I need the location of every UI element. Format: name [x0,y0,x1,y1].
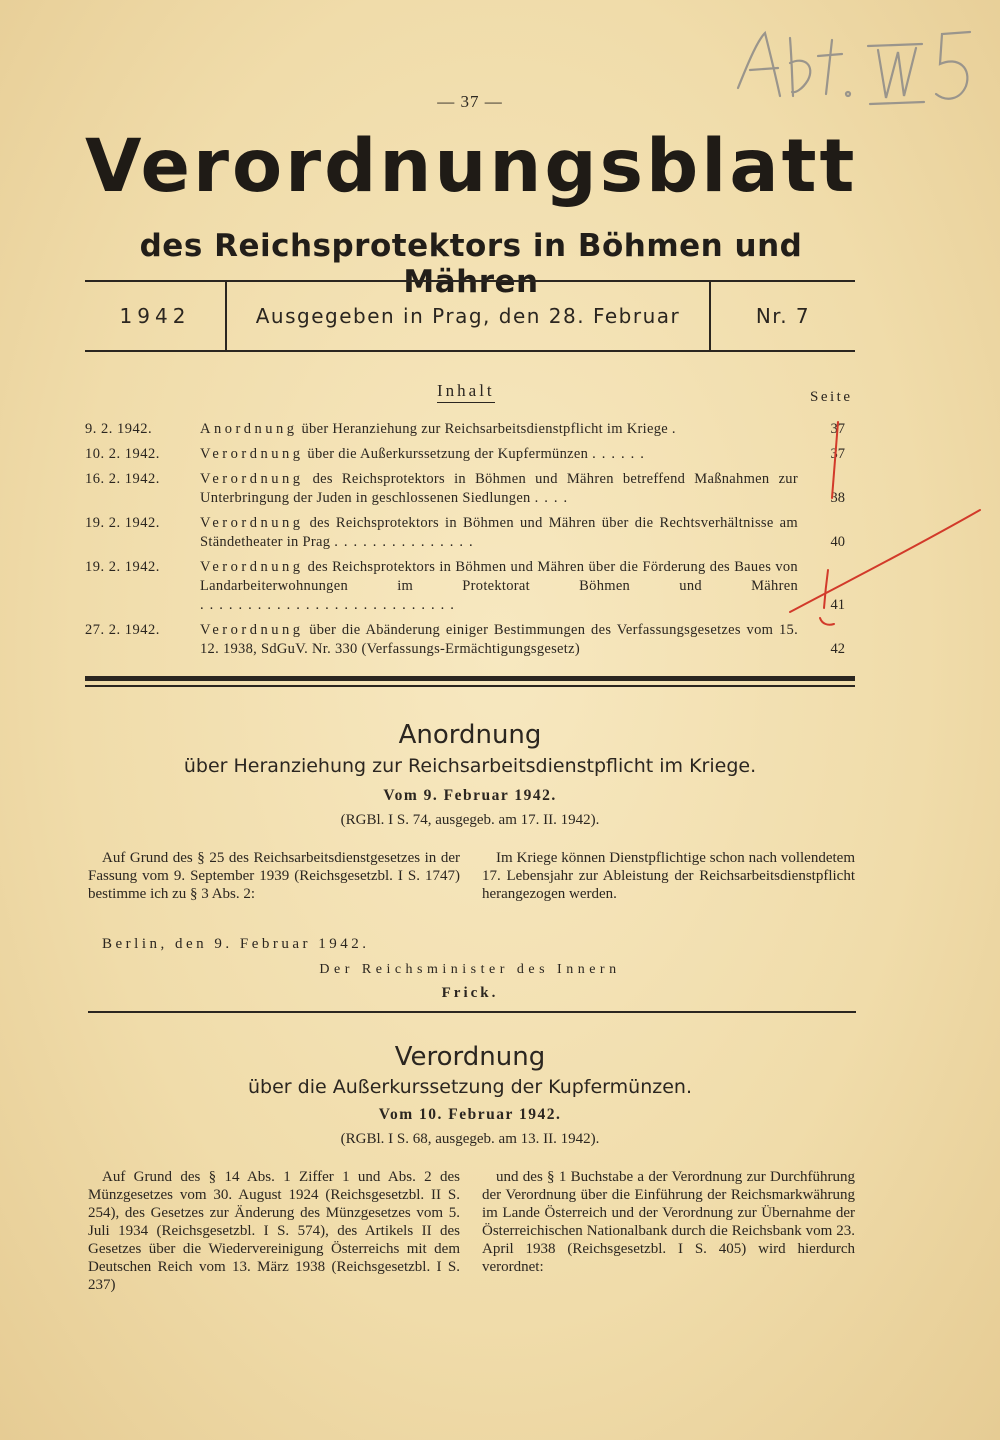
issue-place-date: Ausgegeben in Prag, den 28. Februar [225,282,711,350]
toc-page: 42 [830,641,845,657]
red-pencil-annotation [780,380,1000,640]
toc-date: 19. 2. 1942. [85,515,160,531]
section1-left-column: Auf Grund des § 25 des Reichsarbeitsdienstgesetzes in der Fassung vom 9. September 1939 (Reichsgesetzbl. I S. 1747) bestimme ich zu § 3 Abs. 2: [88,850,460,902]
issue-number: Nr. 7 [755,304,811,328]
toc-leaders: . [671,421,682,437]
toc-kind: Verordnung [200,515,304,531]
toc-page: 37 [830,446,845,462]
section2-citation: (RGBl. I S. 68, ausgegeb. am 13. II. 1942). [340,1131,600,1147]
section1-title: Anordnung [398,720,542,750]
section1-minister: Der Reichsminister des Innern [319,962,621,977]
toc-leaders: ............... [334,534,479,550]
section1-subtitle: über Heranziehung zur Reichsarbeitsdienstpflicht im Kriege. [183,755,757,777]
toc-kind: Verordnung [200,471,304,487]
page-number: — 37 — [437,92,503,111]
section1-place-date: Berlin, den 9. Februar 1942. [102,936,370,952]
section2-right-column: und des § 1 Buchstabe a der Verordnung zur Durchführung der Verordnung über die Einführung der Reichsmarkwährung im Lande Österreich und der Verordnung zur Übernahme der Österreichischen Nationalbank durch die Reichsbank vom 23. April 1938 (Reichsgesetzbl. I S. 405) wird hierdurch verordnet: [482,1169,855,1275]
toc-text: des Reichsprotektors in Böhmen und Mähren über die Rechtsverhältnisse am Ständetheater in Prag [200,515,798,550]
toc-entry [85,420,855,439]
toc-entry [85,621,855,659]
toc-kind: Anordnung [200,421,298,437]
toc-leaders: .... [534,490,574,506]
toc-heading: Inhalt [437,381,495,403]
toc-kind: Verordnung [200,446,304,462]
masthead-title: Verordnungsblatt [85,124,858,209]
toc-date: 16. 2. 1942. [85,471,160,487]
masthead-subtitle: des Reichsprotektors in Böhmen und Mähren [139,228,803,300]
header-rule-thin [85,685,855,687]
toc-page: 40 [830,534,845,550]
toc-page: 41 [830,597,845,613]
toc-leaders: ...... [592,446,650,462]
toc-entry [85,514,855,552]
toc-text: über die Außerkurssetzung der Kupfermünzen [307,446,589,462]
toc-date: 10. 2. 1942. [85,446,160,462]
section-separator [88,1011,856,1013]
section2-subtitle: über die Außerkurssetzung der Kupfermünzen. [248,1076,692,1098]
toc-date: 9. 2. 1942. [85,421,153,437]
section2-left-column: Auf Grund des § 14 Abs. 1 Ziffer 1 und Abs. 2 des Münzgesetzes vom 30. August 1924 (Reichsgesetzbl. II S. 254), des Gesetzes zur Änderung des Münzgesetzes vom 5. Juli 1934 (Reichsgesetzbl. I S. 574), des Artikels II des Gesetzes über die Wiedervereinigung Österreichs mit dem Deutschen Reich vom 13. März 1938 (Reichsgesetzbl. I S. 237) [88,1169,460,1293]
toc-kind: Verordnung [200,622,304,638]
toc-text: des Reichsprotektors in Böhmen und Mähren über die Förderung des Baues von Landarbeiterwohnungen im Protektorat Böhmen und Mähren [200,559,798,594]
toc-kind: Verordnung [200,559,304,575]
header-rule-thick [85,676,855,681]
toc-text: über die Abänderung einiger Bestimmungen des Verfassungsgesetzes vom 15. 12. 1938, SdGuV. Nr. 330 (Verfassungs-Ermächtigungsgesetz) [200,622,798,657]
section1-signature: Frick. [441,985,499,1001]
toc-leaders: ........................... [200,597,460,613]
toc-entry [85,470,855,508]
table-of-contents [85,420,855,665]
handwritten-note [720,18,990,128]
toc-date: 27. 2. 1942. [85,622,160,638]
toc-page: 37 [830,421,845,437]
issue-bar [85,280,855,352]
section1-citation: (RGBl. I S. 74, ausgegeb. am 17. II. 1942). [340,812,600,828]
toc-text: über Heranziehung zur Reichsarbeitsdienstpflicht im Kriege [301,421,668,437]
toc-date: 19. 2. 1942. [85,559,160,575]
toc-text: des Reichsprotektors in Böhmen und Mähren betreffend Maßnahmen zur Unterbringung der Juden in geschlossenen Siedlungen [200,471,798,506]
section2-date: Vom 10. Februar 1942. [378,1106,562,1123]
toc-entry [85,558,855,615]
toc-page-heading: Seite [810,389,853,405]
issue-year: 1942 [119,304,191,328]
toc-page: 38 [830,490,845,506]
section1-date: Vom 9. Februar 1942. [383,787,557,804]
section1-right-column: Im Kriege können Dienstpflichtige schon nach vollendetem 17. Lebensjahr zur Ableistung der Reichsarbeitsdienstpflicht herangezogen werden. [482,850,855,902]
section2-title: Verordnung [394,1042,546,1072]
toc-entry [85,445,855,464]
